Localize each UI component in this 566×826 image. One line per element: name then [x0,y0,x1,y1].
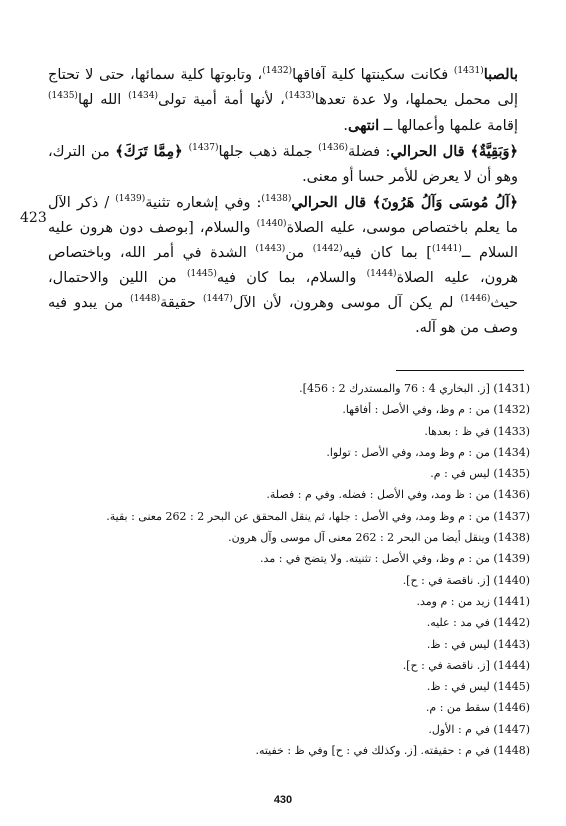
footnote: (1444) [ز. ناقصة في : ح]. [402,658,530,672]
footnote-ref: (1444) [366,269,397,279]
text-segment: إقامة علمها وأعمالها ــ [379,118,518,134]
main-text [48,62,518,341]
text-segment: ] بما كان فيه [342,245,432,261]
text-segment: جملة ذهب جلها [218,144,319,160]
text-segment: من اللين والاحتمال، حيث [48,270,518,311]
quran-phrase: ﴿آلُ مُوسَى وَآلُ هَرُونَ﴾ قال الحرالي [291,194,518,211]
quran-phrase: ﴿وَبَقِيَّةٌ﴾ قال الحرالي [390,143,518,160]
margin-number: 423 [20,210,47,226]
footnote: (1446) سقط من : م. [425,701,530,715]
text-segment: حقيقة [160,295,203,311]
text-segment: / ذكر الآل ما يعلم باختصاص موسى، عليه الصلاة [48,195,518,236]
text-segment: : فضلة [348,144,391,160]
paragraph-2 [48,139,518,190]
text-segment: لم يكن آل موسى وهرون، لأن الآل [232,295,461,311]
footnote-ref: (1433) [284,91,315,101]
text-segment: من يبدو فيه وصف من هو آله. [48,295,518,336]
text-segment: الله لها [77,92,129,108]
footnotes [60,378,530,761]
footnote-ref: (1440) [256,219,287,229]
text-segment: الشدة في أمر الله، وباختصاص هرون، عليه الصلاة [48,245,518,286]
text-segment: من الترك، وهو أن لا يعرض للأمر حسا أو معنى. [48,144,518,185]
footnote: (1431) [ز. البخاري 4 : 76 والمستدرك 2 : 456]. [299,382,530,395]
text-segment: فكانت سكينتها كلية آفاقها [292,67,454,83]
text-segment: بالصبا [483,66,518,83]
end-marker: انتهى [347,117,380,134]
footnote-ref: (1448) [130,294,161,304]
text-segment: من [285,245,313,261]
footnote-ref: (1446) [460,294,491,304]
footnote-ref: (1439) [115,194,146,204]
paragraph-3 [48,190,518,341]
footnote-ref: (1432) [262,66,293,76]
text-segment: . [343,118,348,134]
footnote: (1443) ليس في : ظ. [426,637,530,651]
footnote-ref: (1434) [128,91,159,101]
footnote-ref: (1436) [318,143,348,153]
paragraph-1 [48,62,518,139]
page-number: 430 [273,794,293,806]
footnote-ref: (1431) [453,66,484,76]
footnote: (1445) ليس في : ظ. [426,680,530,694]
footnote: (1438) وينقل أيضا من البحر 2 : 262 معنى آل موسى وآل هرون. [228,531,530,545]
footnote: (1440) [ز. ناقصة في : ح]. [402,573,530,587]
footnote-ref: (1438) [261,194,292,204]
footnote: (1437) من : م وظ ومد، وفي الأصل : جلها، ثم ينقل المحقق عن البحر 2 : 262 معنى : بقية. [106,509,530,523]
footnote-ref: (1443) [255,244,286,254]
footnote-ref: (1442) [312,244,343,254]
footnote-ref: (1445) [186,269,217,279]
text-segment: والسلام، [بوصف دون هرون عليه السلام ــ [48,220,519,261]
text-segment: : وفي إشعاره تثنية [145,195,262,211]
footnote: (1435) ليس في : م. [430,467,530,481]
text-segment: ، وتابوتها كلية سمائها، حتى لا تحتاج إلى محمل يحملها، ولا عدة تعدها [48,67,518,108]
text-segment: ، لأنها أمة أمية تولى [158,92,285,108]
footnote-ref: (1441) [431,244,462,254]
footnote-divider [396,370,524,371]
footnote: (1448) في م : حقيقته. [ز. وكذلك في : ح] وفي ظ : خفيته. [255,744,530,758]
footnote-ref: (1447) [202,294,233,304]
footnote: (1439) من : م وظ، وفي الأصل : تثنيته. ولا يتضح في : مد. [260,552,530,566]
footnote: (1433) في ظ : بعدها. [424,424,530,438]
footnote: (1442) في مد : عليه. [426,616,530,630]
footnote: (1447) في م : الأول. [428,722,530,736]
footnote: (1434) من : م وظ ومد، وفي الأصل : تولوا. [326,445,530,459]
footnote-ref: (1435) [48,91,78,101]
footnote: (1436) من : ظ ومد، وفي الأصل : فضله. وفي م : فصلة. [266,488,530,502]
quran-phrase: ﴿مِمَّا تَرَكَ﴾ [115,143,189,160]
footnote: (1441) زيد من : م ومد. [416,594,530,608]
footnote-ref: (1437) [188,143,219,153]
footnote: (1432) من : م وظ، وفي الأصل : أفاقها. [342,403,530,417]
text-segment: والسلام، بما كان فيه [216,270,367,286]
